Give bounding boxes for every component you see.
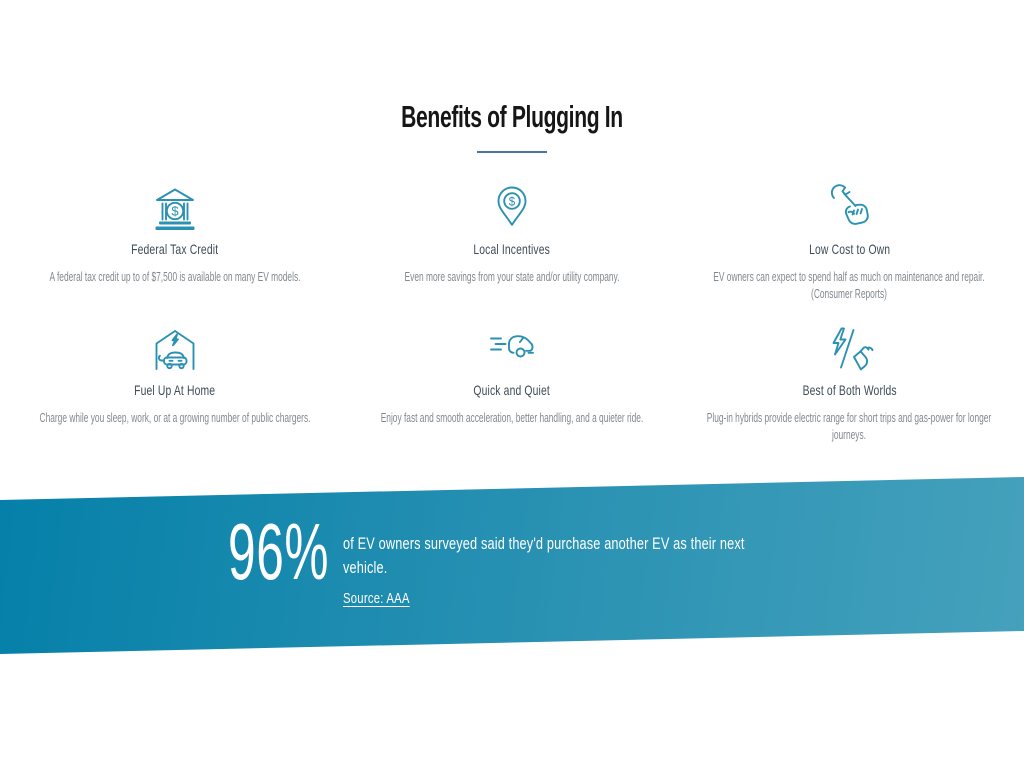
benefit-title: Fuel Up At Home: [134, 382, 216, 399]
heading-divider: [477, 151, 547, 153]
benefit-card-local-incentives: [343, 183, 680, 302]
page-title: Benefits of Plugging In: [401, 99, 623, 134]
stat-text: of EV owners surveyed said they'd purchase another EV as their next vehicle.: [343, 534, 745, 577]
benefit-card-federal-tax-credit: [6, 183, 343, 302]
home-charging-icon: [6, 324, 343, 374]
stat-source-link[interactable]: Source: AAA: [343, 591, 410, 607]
benefit-card-low-cost-to-own: [681, 183, 1018, 302]
map-pin-dollar-icon: [343, 183, 680, 233]
fast-car-icon: [343, 324, 680, 374]
benefit-title: Best of Both Worlds: [802, 382, 897, 399]
benefit-card-best-of-both-worlds: [681, 324, 1018, 443]
benefit-title: Federal Tax Credit: [131, 241, 219, 258]
benefit-card-quick-and-quiet: [343, 324, 680, 443]
benefit-title: Local Incentives: [473, 241, 551, 258]
svg-text:$: $: [171, 203, 179, 219]
benefits-grid: [6, 183, 1018, 443]
stat-value: 96%: [228, 507, 330, 596]
benefit-description: Enjoy fast and smooth acceleration, better handling, and a quieter ride.: [380, 411, 644, 426]
benefit-title: Low Cost to Own: [808, 241, 890, 258]
benefit-description: A federal tax credit up to of $7,500 is available on many EV models.: [49, 270, 301, 285]
bolt-gas-pump-icon: [681, 324, 1018, 374]
bank-dollar-icon: [6, 183, 343, 233]
benefit-description: Even more savings from your state and/or utility company.: [404, 270, 620, 285]
hand-wrench-icon: [681, 183, 1018, 233]
benefit-description: Charge while you sleep, work, or at a growing number of public chargers.: [39, 411, 311, 426]
benefit-description: Plug-in hybrids provide electric range for short trips and gas-power for longer journeys.: [707, 411, 992, 442]
stat-banner: [0, 470, 1024, 662]
benefit-card-fuel-up-at-home: [6, 324, 343, 443]
benefit-description: EV owners can expect to spend half as much on maintenance and repair. (Consumer Reports): [713, 270, 986, 301]
svg-text:$: $: [508, 196, 516, 209]
benefit-title: Quick and Quiet: [473, 382, 551, 399]
